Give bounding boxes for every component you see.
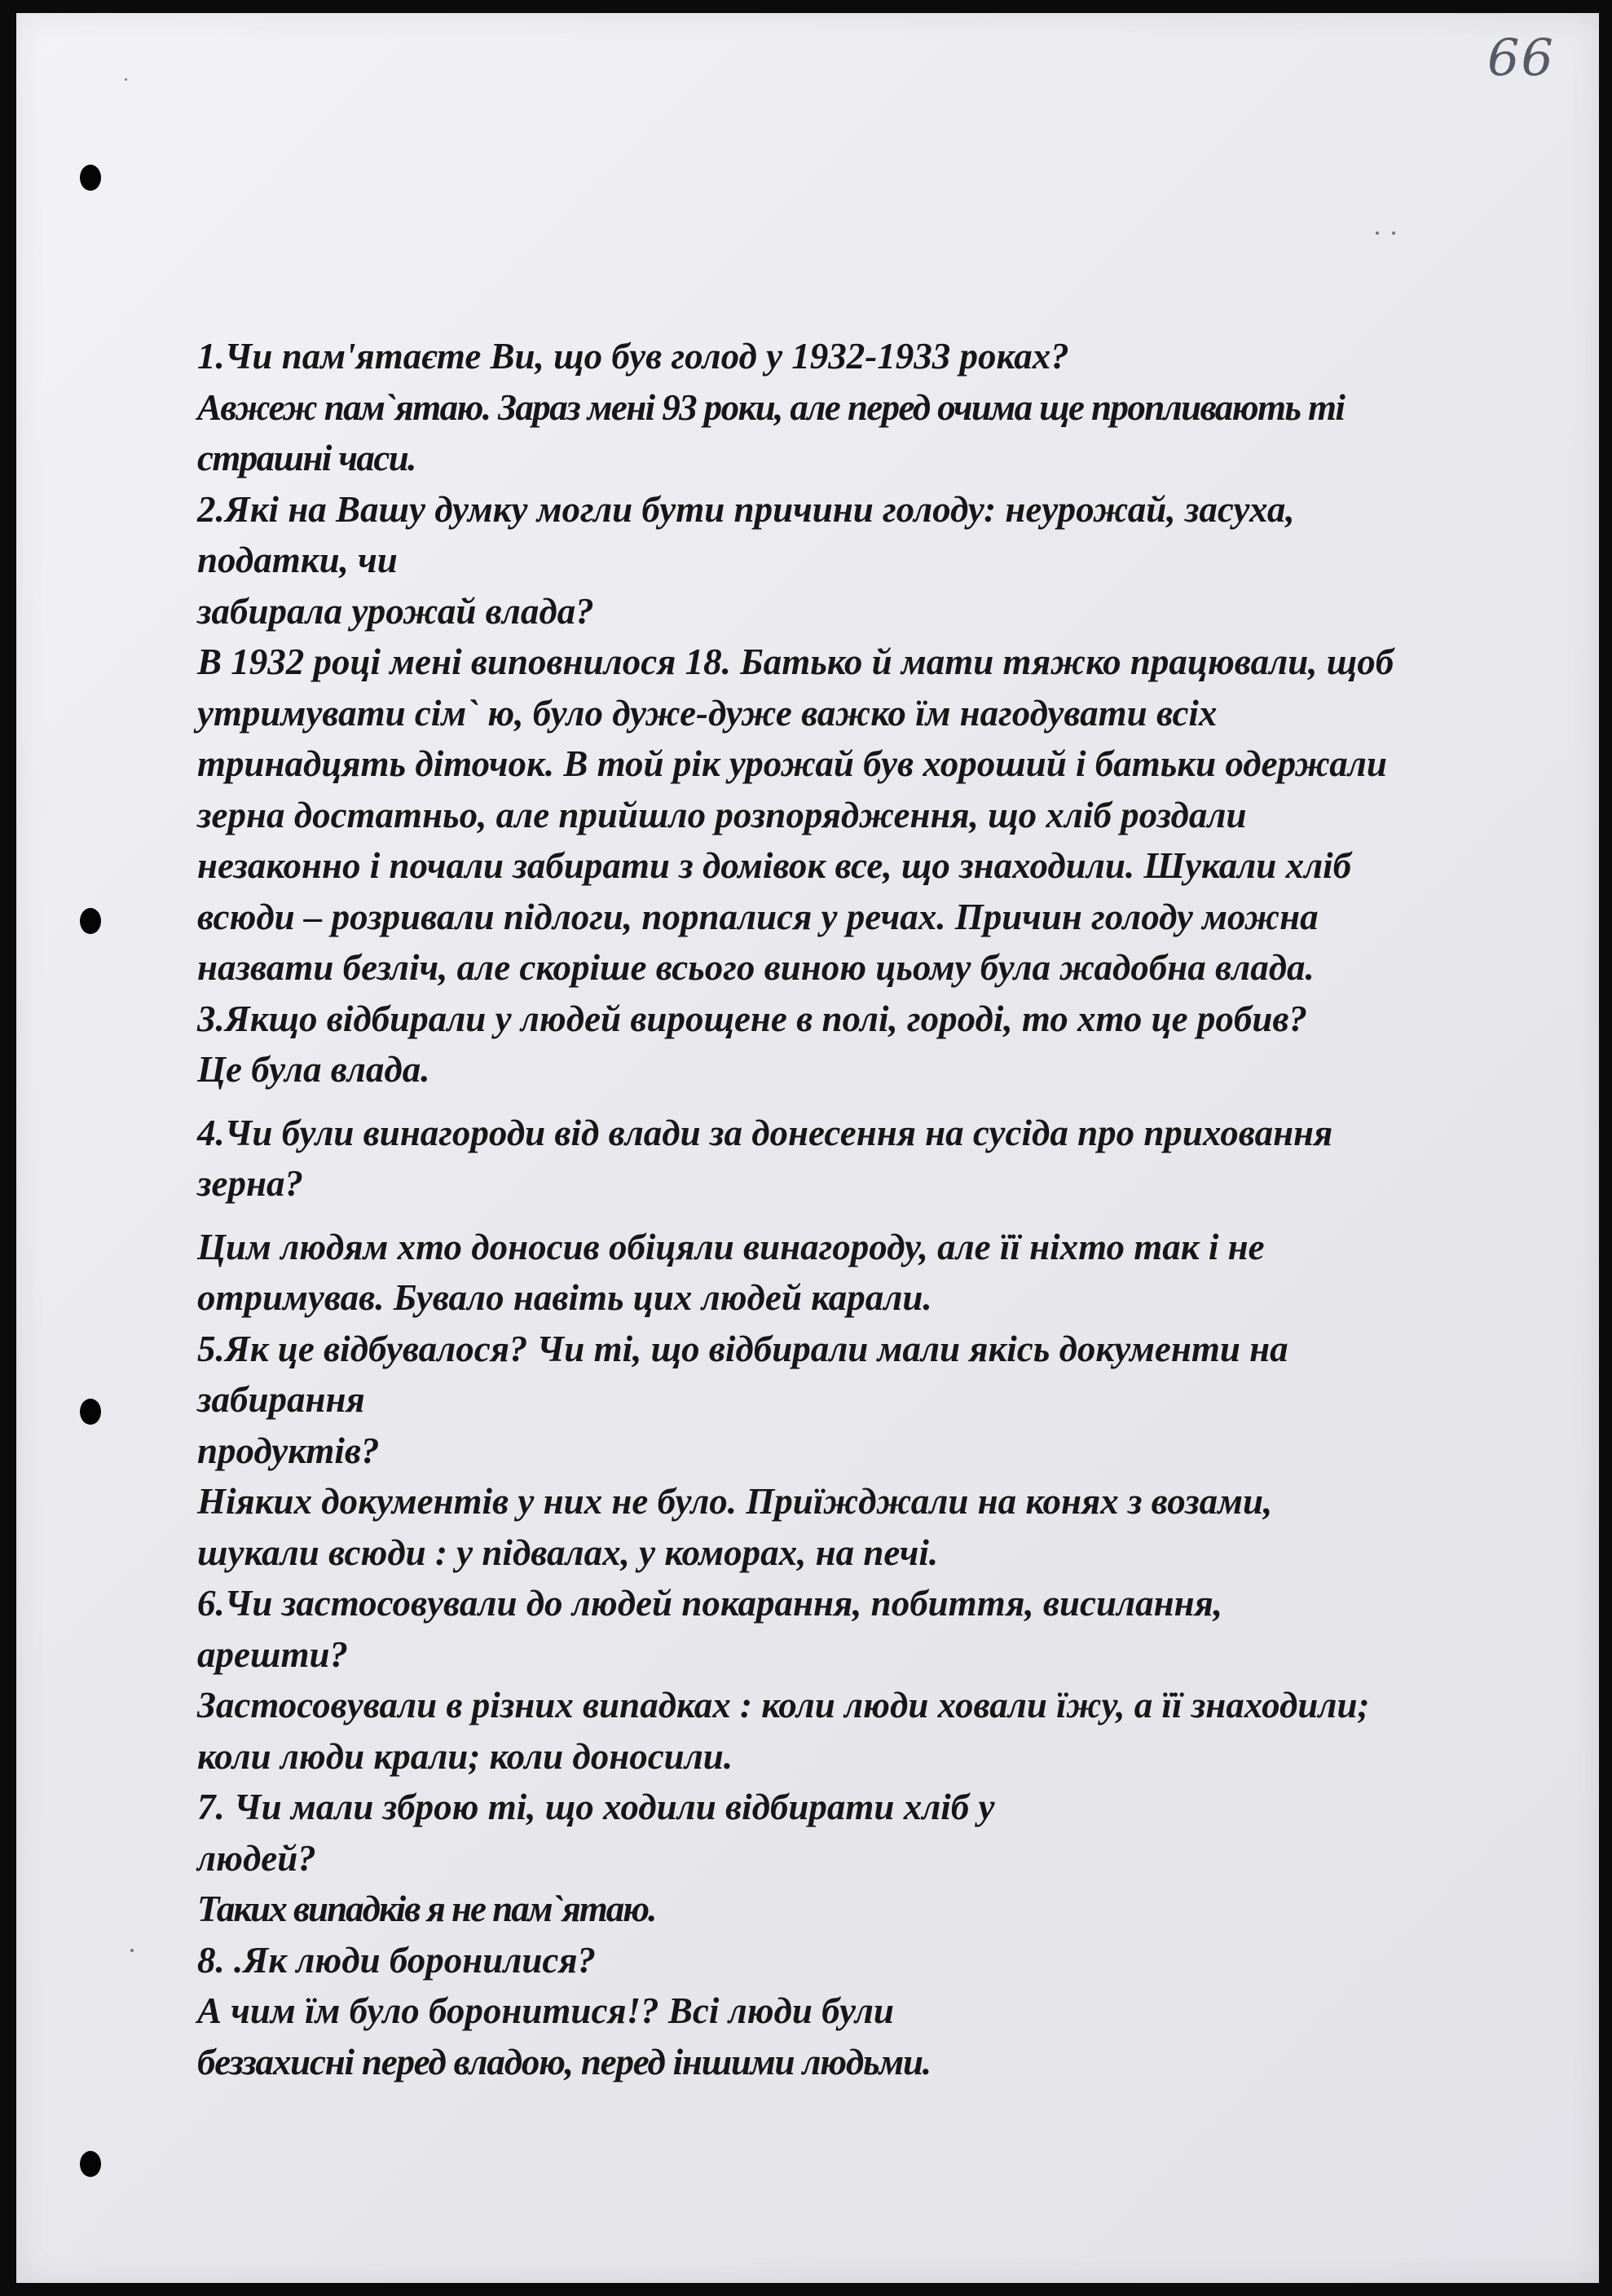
paper-speck [125,78,127,81]
answer-2: незаконно і почали забирати з домівок все, що знаходили. Шукали хліб [197,845,1352,886]
question-2: забирала урожай влада? [197,590,594,632]
answer-4: Цим людям хто доносив обіцяли винагороду, але її ніхто так і не [197,1226,1265,1267]
interview-text [197,331,1583,2087]
question-6: 6.Чи застосовували до людей покарання, побиття, висилання, [197,1583,1223,1624]
answer-1: страшні часи. [197,438,416,478]
question-4: зерна? [197,1163,304,1204]
paper-speck [1376,231,1379,235]
answer-2: тринадцять діточок. В той рік урожай був хороший і батьки одержали [197,743,1387,784]
punch-hole [80,165,101,191]
answer-5: шукали всюди : у підвалах, у коморах, на печі. [197,1531,939,1573]
answer-2: назвати безліч, але скоріше всього виною цьому була жадобна влада. [197,947,1315,988]
answer-1: Авжеж пам`ятаю. Зараз мені 93 роки, але перед очима ще пропливають ті [197,386,1345,428]
answer-2: утримувати сім` ю, було дуже-дуже важко їм нагодувати всіх [197,692,1218,734]
question-8: 8. .Як люди боронилися? [197,1939,597,1981]
answer-7: Таких випадків я не пам`ятаю. [197,1888,656,1929]
answer-8: беззахисні перед владою, перед іншими людьми. [197,2041,931,2082]
question-6: арешти? [197,1633,348,1675]
question-3: 3.Якщо відбирали у людей вирощене в полі, городі, то хто це робив? [197,998,1307,1039]
question-5: 5.Як це відбувалося? Чи ті, що відбирали мали якісь документи на [197,1328,1288,1369]
question-1: 1.Чи пам'ятаєте Ви, що був голод у 1932-1933 роках? [197,336,1069,377]
punch-hole [80,2151,101,2177]
paper-speck [130,1949,134,1952]
question-7: людей? [197,1837,316,1879]
answer-6: коли люди крали; коли доносили. [197,1735,733,1777]
answer-2: В 1932 році мені виповнилося 18. Батько й мати тяжко працювали, щоб [197,641,1394,682]
document-page [16,13,1599,2283]
question-2: 2.Які на Вашу думку могли бути причини голоду: неурожай, засуха, [197,488,1295,530]
answer-4: отримував. Бувало навіть цих людей карали. [197,1277,932,1318]
paper-speck [1392,231,1395,235]
answer-8: А чим їм було боронитися!? Всі люди були [197,1990,894,2031]
answer-2: всюди – розривали підлоги, порпалися у речах. Причин голоду можна [197,896,1319,937]
paragraph-gap [197,1095,1583,1108]
question-5: забирання [197,1379,365,1420]
paragraph-gap [197,1210,1583,1222]
punch-hole [80,908,101,934]
answer-5: Ніяких документів у них не було. Приїжджали на конях з возами, [197,1481,1273,1522]
question-4: 4.Чи були винагороди від влади за донесення на сусіда про приховання [197,1112,1333,1153]
answer-6: Застосовували в різних випадках : коли люди ховали їжу, а її знаходили; [197,1685,1370,1725]
page-number: 66 [1487,28,1555,87]
punch-hole [80,1399,101,1425]
question-7: 7. Чи мали зброю ті, що ходили відбирати хліб у [197,1787,995,1827]
question-2: податки, чи [197,540,398,580]
answer-2: зерна достатньо, але прийшло розпорядження, що хліб роздали [197,794,1247,835]
answer-3: Це була влада. [197,1049,430,1090]
question-5: продуктів? [197,1430,380,1471]
